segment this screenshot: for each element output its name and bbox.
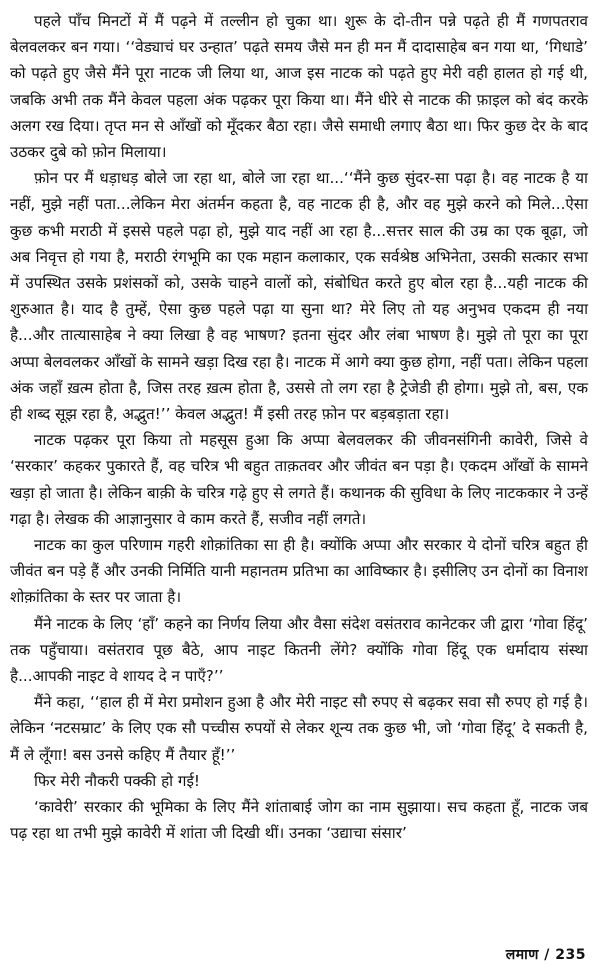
footer-separator: / [544,947,550,963]
body-text [10,8,588,847]
paragraph: फिर मेरी नौकरी पक्की हो गई! [34,771,200,790]
paragraph: ‘कावेरी’ सरकार की भूमिका के लिए मैंने शांताबाई जोग का नाम सुझाया। सच कहता हूँ, नाटक जब पढ़ रहा था तभी मुझे कावेरी में शांता जी दिखी थीं। उनका ‘उद्याचा संसार’ [10,798,588,843]
paragraph: पहले पाँच मिनटों में मैं पढ़ने में तल्लीन हो चुका था। शुरू के दो-तीन पन्ने पढ़ते ही मैं गणपतराव बेलवलकर बन गया। ‘‘वेड्याचं घर उन्हात’ पढ़ते समय जैसे मन ही मन मैं दादासाहेब बन गया था, ‘गिधाडे’ को पढ़ते हुए जैसे मैंने पूरा नाटक जी लिया था, आज इस नाटक को पढ़ते हुए मेरी वही हालत हो गई थी, जबकि अभी तक मैंने केवल पहला अंक पढ़कर पूरा किया था। मैंने धीरे से नाटक की फ़ाइल को बंद करके अलग रख दिया। तृप्त मन से आँखों को मूँदकर बैठा रहा। जैसे समाधी लगाए बैठा था। फिर कुछ देर के बाद उठकर दुबे को फ़ोन मिलाया। [10,12,588,162]
paragraph: नाटक पढ़कर पूरा किया तो महसूस हुआ कि अप्पा बेलवलकर की जीवनसंगिनी कावेरी, जिसे वे ‘सरकार’ कहकर पुकारते हैं, वह चरित्र भी बहुत ताक़तवर और जीवंत बन पड़ा है। एकदम आँखों के सामने खड़ा हो जाता है। लेकिन बाक़ी के चरित्र गढ़े हुए से लगते हैं। कथानक की सुविधा के लिए नाटककार ने उन्हें गढ़ा है। लेखक की आज्ञानुसार वे काम करते हैं, सजीव नहीं लगते। [10,431,588,528]
paragraph: फ़ोन पर मैं धड़ाधड़ बोले जा रहा था, बोले जा रहा था...‘‘मैंने कुछ सुंदर-सा पढ़ा है। वह नाटक है या नहीं, मुझे नहीं पता...लेकिन मेरा अंतर्मन कहता है, वह नाटक ही है, और वह मुझे करने को मिले...ऐसा कुछ कभी मराठी में इससे पहले पढ़ा हो, मुझे याद नहीं आ रहा है...सत्तर साल की उम्र का एक बूढ़ा, जो अब निवृत्त हो गया है, मराठी रंगभूमि का एक महान कलाकार, एक सर्वश्रेष्ठ अभिनेता, उसकी सत्कार सभा में उपस्थित उसके प्रशंसकों को, उसके चाहने वालों को, संबोधित करते हुए बोल रहा है...यही नाटक की शुरुआत है। याद है तुम्हें, ऐसा कुछ पहले पढ़ा या सुना था? मेरे लिए तो यह अनुभव एकदम ही नया है...और तात्यासाहेब ने क्या लिखा है वह भाषण? इतना सुंदर और लंबा भाषण है। मुझे तो पूरा का पूरा अप्पा बेलवलकर आँखों के सामने खड़ा दिख रहा है। नाटक में आगे क्या कुछ होगा, नहीं पता। लेकिन पहला अंक जहाँ ख़त्म होता है, जिस तरह ख़त्म होता है, उससे तो लग रहा है ट्रेजेडी ही होगा। मुझे तो, बस, एक ही शब्द सूझ रहा है, अद्भुत!’’ केवल अद्भुत! मैं इसी तरह फ़ोन पर बड़बड़ाता रहा। [10,169,588,424]
paragraph: नाटक का कुल परिणाम गहरी शोक़ांतिका सा ही है। क्योंकि अप्पा और सरकार ये दोनों चरित्र बहुत ही जीवंत बन पड़े हैं और उनकी निर्मिति यानी महानतम प्रतिभा का आविष्कार है। इसीलिए उन दोनों का विनाश शोक़ांतिका के स्तर पर जाता है। [10,536,588,607]
page-footer [506,945,586,964]
running-head: लमाण [505,947,539,963]
paragraph: मैंने नाटक के लिए ‘हाँ’ कहने का निर्णय लिया और वैसा संदेश वसंतराव कानेटकर जी द्वारा ‘गोवा हिंदू’ तक पहुँचाया। वसंतराव पूछ बैठे, आप नाइट कितनी लेंगे? क्योंकि गोवा हिंदू एक धर्मादाय संस्था है...आपकी नाइट वे शायद दे न पाएँ?’’ [10,614,588,686]
paragraph: मैंने कहा, ‘‘हाल ही में मेरा प्रमोशन हुआ है और मेरी नाइट सौ रुपए से बढ़कर सवा सौ रुपए हो गई है। लेकिन ‘नटसम्राट’ के लिए एक सौ पच्चीस रुपयों से लेकर शून्य तक कुछ भी, जो ‘गोवा हिंदू’ दे सकती है, मैं ले लूँगा! बस उनसे कहिए मैं तैयार हूँ!’’ [10,693,588,764]
page-number: 235 [555,947,586,963]
